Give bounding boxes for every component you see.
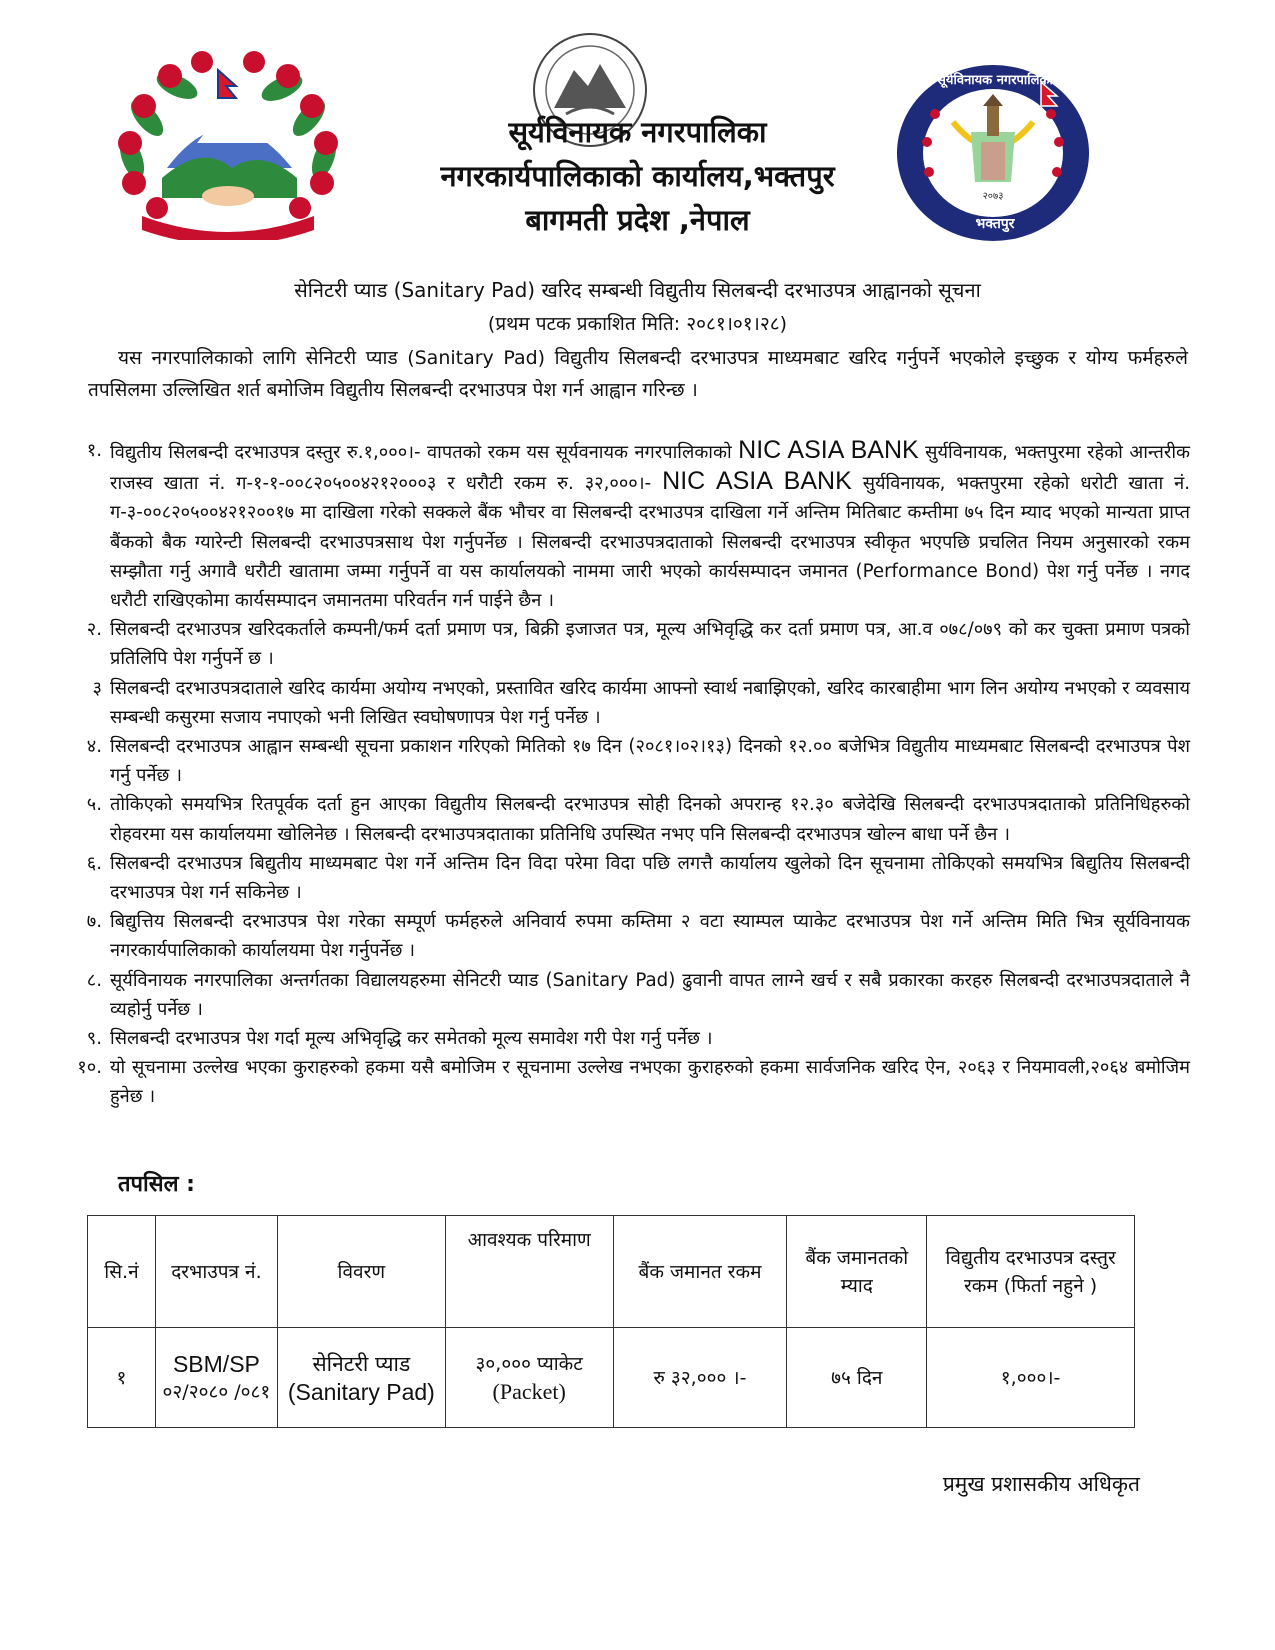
- cell-bid-no: [155, 1328, 277, 1428]
- col-header-guarantee-amount: बैंक जमानत रकम: [613, 1216, 787, 1328]
- cell-guarantee-validity: ७५ दिन: [787, 1328, 927, 1428]
- col-header-guarantee-validity: बैंक जमानतको म्याद: [787, 1216, 927, 1328]
- item-text: सिलबन्दी दरभाउपत्र बिद्युतीय माध्यमबाट पेश गर्ने अन्तिम दिन विदा परेमा विदा पछि लगत्तै कार्यालय खुलेको दिन सूचनामा तोकिएको समयभित्र बिद्युतिय सिलबन्दी दरभाउपत्र पेश गर्न सकिनेछ ।: [110, 852, 1190, 904]
- schedule-label: तपसिल :: [118, 1172, 195, 1197]
- item-text: बिद्युत्तिय सिलबन्दी दरभाउपत्र पेश गरेका सम्पूर्ण फर्महरुले अनिवार्य रुपमा कम्तिमा २ वटा स्याम्पल प्याकेट दरभाउपत्र पेश गर्ने अन्तिम मिति भित्र सूर्यविनायक नगरकार्यपालिकाको कार्यालयमा पेश गर्नुपर्नेछ ।: [110, 911, 1190, 962]
- item-number: ३: [92, 677, 102, 699]
- cell-sn: १: [88, 1328, 156, 1428]
- item-number: ४.: [86, 736, 102, 758]
- table-header-row: [88, 1216, 1135, 1328]
- item-text: सूर्यविनायक नगरपालिका अन्तर्गतका विद्यालयहरुमा सेनिटरी प्याड (Sanitary Pad) ढुवानी वापत लाग्ने खर्च र सबै प्रकारका करहरु सिलबन्दी दरभाउपत्रदाताले नै व्यहोर्नु पर्नेछ ।: [110, 969, 1190, 1020]
- logo-top-text: सूर्यविनायक नगरपालिका: [937, 73, 1053, 88]
- cell-fee: १,०००।-: [927, 1328, 1135, 1428]
- condition-item: [64, 436, 1190, 615]
- quantity-en: (Packet): [492, 1378, 566, 1404]
- condition-item: [64, 732, 1190, 790]
- col-header-fee: विद्युतीय दरभाउपत्र दस्तुर रकम (फिर्ता नहुने ): [927, 1216, 1135, 1328]
- condition-item: [64, 1024, 1190, 1053]
- signature-title: प्रमुख प्रशासकीय अधिकृत: [942, 1472, 1140, 1496]
- schedule-table: [87, 1215, 1135, 1428]
- intro-paragraph: यस नगरपालिकाको लागि सेनिटरी प्याड (Sanitary Pad) विद्युतीय सिलबन्दी दरभाउपत्र माध्यमबाट खरिद गर्नुपर्ने भएकोले इच्छुक र योग्य फर्महरुले तपसिलमा उल्लिखित शर्त बमोजिम विद्युतीय सिलबन्दी दरभाउपत्र पेश गर्न आह्वान गरिन्छ ।: [88, 347, 1188, 401]
- condition-item: [64, 849, 1190, 907]
- office-name: नगरकार्यपालिकाको कार्यालय,भक्तपुर: [440, 159, 835, 193]
- condition-item: [64, 907, 1190, 965]
- col-header-description: विवरण: [277, 1216, 445, 1328]
- condition-item: [64, 966, 1190, 1024]
- bid-code-rest: ०२/२०८० /०८१: [162, 1380, 271, 1403]
- item-number: २.: [86, 619, 102, 641]
- col-header-bid-no: दरभाउपत्र नं.: [155, 1216, 277, 1328]
- province-name: बागमती प्रदेश ,नेपाल: [525, 203, 750, 237]
- bank-name: NIC ASIA BANK: [738, 436, 919, 464]
- cell-guarantee-amount: रु ३२,००० ।-: [613, 1328, 787, 1428]
- conditions-list: [64, 436, 1190, 1112]
- cell-quantity: [445, 1328, 613, 1428]
- bid-code: SBM/SP: [172, 1350, 260, 1377]
- published-date: (प्रथम पटक प्रकाशित मिति: २०८१।०१।२८): [487, 313, 788, 335]
- item-number: ९.: [86, 1028, 102, 1050]
- col-header-sn: सि.नं: [88, 1216, 156, 1328]
- logo-bottom-text: भक्तपुर: [975, 216, 1015, 232]
- condition-item: [64, 615, 1190, 673]
- item-text: सिलबन्दी दरभाउपत्र आह्वान सम्बन्धी सूचना प्रकाशन गरिएको मितिको १७ दिन (२०८१।०२।१३) दिनको १२.०० बजेभित्र विद्युतीय माध्यमबाट सिलबन्दी दरभाउपत्र पेश गर्नु पर्नेछ ।: [110, 736, 1190, 787]
- table-row: [88, 1328, 1135, 1428]
- quantity-np: ३०,००० प्याकेट: [475, 1352, 583, 1375]
- condition-item: [64, 674, 1190, 732]
- item-number: ७.: [86, 911, 102, 933]
- nepal-coat-of-arms-icon: [112, 48, 344, 240]
- emblem-motto: जननी जन्मभूमिश्च स्वर्गादपि गरीयसी: [177, 217, 283, 226]
- condition-item: [64, 1053, 1190, 1111]
- item-text: यो सूचनामा उल्लेख भएका कुराहरुको हकमा यसै बमोजिम र सूचनामा उल्लेख नभएका कुराहरुको हकमा सार्वजनिक खरिद ऐन, २०६३ र नियमावली,२०६४ बमोजिम हुनेछ ।: [110, 1057, 1190, 1108]
- condition-item: [64, 790, 1190, 848]
- item-text: विद्युतीय सिलबन्दी दरभाउपत्र दस्तुर रु.१,०००।- वापतको रकम यस सूर्यवनायक नगरपालिकाको NIC ASIA BANK सुर्यविनायक, भक्तपुरमा रहेको आन्तरीक राजस्व खाता नं. ग-१-१-००८२०५००४२१२०००३ र धरौटी रकम रु. ३२,०००।- NIC ASIA BANK सुर्यविनायक, भक्तपुरमा रहेको धरोटी खाता नं. ग-३-००८२०५००४२१२००१७ मा दाखिला गरेको सक्कले बैंक भौचर वा सिलबन्दी दरभाउपत्र दाखिला गर्ने अन्तिम मितिबाट कम्तीमा ७५ दिन म्याद भएको मान्यता प्राप्त बैंकको बैक ग्यारेन्टी सिलबन्दी दरभाउपत्रसाथ पेश गर्नुपर्नेछ । सिलबन्दी दरभाउपत्रदाताको सिलबन्दी दरभाउपत्र स्वीकृत भएपछि प्रचलित नियम अनुसारको रकम सम्झौता गर्नु अगावै धरौटी खातामा जम्मा गर्नुपर्ने वा यस कार्यालयको नाममा जारी भएको कार्यसम्पादन जमानत (Performance Bond) पेश गर्नु पर्नेछ । नगद धरौटी राखिएकोमा कार्यसम्पादन जमानतमा परिवर्तन गर्न पाईने छैन ।: [110, 436, 1190, 612]
- item-text: तोकिएको समयभित्र रितपूर्वक दर्ता हुन आएका विद्युतीय सिलबन्दी दरभाउपत्र सोही दिनको अपरान्ह १२.३० बजेदेखि सिलबन्दी दरभाउपत्रदाताको प्रतिनिधिहरुको रोहवरमा यस कार्यालयमा खोलिनेछ । सिलबन्दी दरभाउपत्रदाताका प्रतिनिधि उपस्थित नभए पनि सिलबन्दी दरभाउपत्र खोल्न बाधा पर्ने छैन ।: [110, 794, 1190, 845]
- item-text: सिलबन्दी दरभाउपत्र पेश गर्दा मूल्य अभिवृद्धि कर समेतको मूल्य समावेश गरी पेश गर्नु पर्नेछ ।: [110, 1028, 713, 1050]
- logo-year: २०७३: [982, 191, 1004, 202]
- description-np: सेनिटरी प्याड: [312, 1351, 411, 1376]
- item-number: १.: [86, 440, 102, 461]
- item-number: ५.: [86, 794, 102, 816]
- col-header-quantity: आवश्यक परिमाण: [445, 1216, 613, 1328]
- cell-description: [277, 1328, 445, 1428]
- description-en: (Sanitary Pad): [287, 1378, 435, 1405]
- item-number: ८.: [86, 969, 102, 991]
- notice-title: सेनिटरी प्याड (Sanitary Pad) खरिद सम्बन्धी विद्युतीय सिलबन्दी दरभाउपत्र आह्वानको सूचना: [294, 278, 981, 302]
- item-number: ६.: [86, 852, 102, 874]
- org-name: सूर्यविनायक नगरपालिका: [508, 115, 767, 149]
- letterhead: [0, 0, 1275, 260]
- item-text: सिलबन्दी दरभाउपत्र खरिदकर्ताले कम्पनी/फर्म दर्ता प्रमाण पत्र, बिक्री इजाजत पत्र, मूल्य अभिवृद्धि कर दर्ता प्रमाण पत्र, आ.व ०७८/०७९ को कर चुक्ता प्रमाण पत्रको प्रतिलिपि पेश गर्नुपर्ने छ ।: [110, 619, 1190, 670]
- item-number: १०.: [77, 1057, 102, 1079]
- bank-name: NIC ASIA BANK: [662, 467, 852, 496]
- organization-title-block: [330, 110, 945, 242]
- item-text: सिलबन्दी दरभाउपत्रदाताले खरिद कार्यमा अयोग्य नभएको, प्रस्तावित खरिद कार्यमा आफ्नो स्वार्थ नबाझिएको, खरिद कारबाहीमा भाग लिन अयोग्य नभएको र व्यवसाय सम्बन्धी कसुरमा सजाय नपाएको भनी लिखित स्वघोषणापत्र पेश गर्नु पर्नेछ ।: [110, 677, 1190, 728]
